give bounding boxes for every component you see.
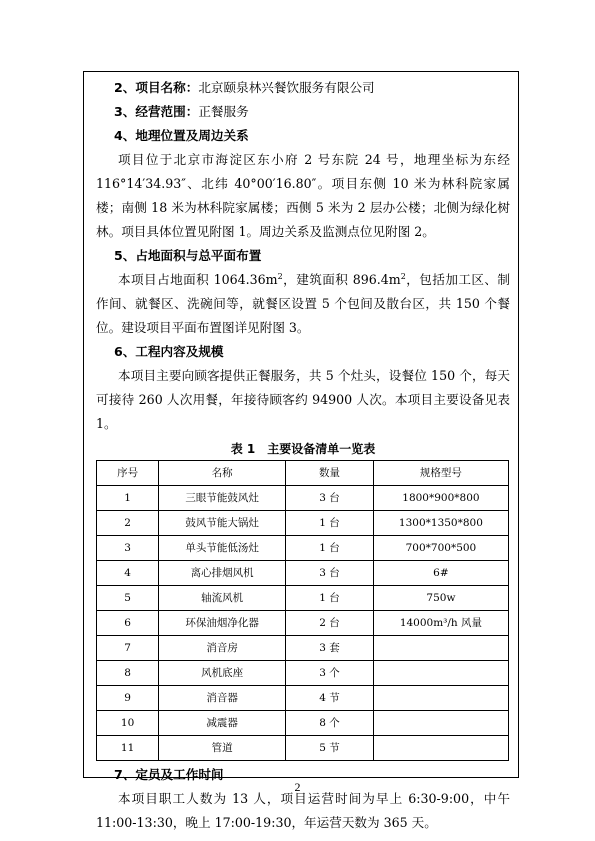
business-scope-line: [96, 100, 510, 124]
section-heading: 2、项目名称：: [114, 80, 199, 95]
table-cell: 3 套: [286, 636, 374, 661]
table-cell: [373, 736, 508, 761]
staff-paragraph: 本项目职工人数为 13 人，项目运营时间为早上 6:30-9:00，中午 11:00-13:30，晚上 17:00-19:30，年运营天数为 365 天。: [96, 791, 510, 830]
table-cell: 离心排烟风机: [159, 561, 286, 586]
table-row: [97, 486, 509, 511]
location-paragraph: 项目位于北京市海淀区东小府 2 号东院 24 号，地理坐标为东经116°14′34.93″、北纬 40°00′16.80″。项目东侧 10 米为林科院家属楼；南侧 18 米为林科院家属楼；西侧 5 米为 2 层办公楼；北侧为绿化树林。项目具体位置见附图 1。周边关系及监测点位见附图 2。: [96, 152, 510, 239]
table-row: [97, 736, 509, 761]
table-cell: 3 台: [286, 486, 374, 511]
table-cell: 4 节: [286, 686, 374, 711]
table-row: [97, 686, 509, 711]
section-heading-text: 6、工程内容及规模: [114, 344, 224, 359]
area-paragraph: [96, 268, 510, 340]
col-header: 序号: [97, 461, 159, 486]
table-row: [97, 561, 509, 586]
section-heading-text: 4、地理位置及周边关系: [114, 128, 249, 143]
table-cell: 轴流风机: [159, 586, 286, 611]
table-row: [97, 511, 509, 536]
table-cell: 2 台: [286, 611, 374, 636]
document-body: [96, 76, 510, 835]
project-name-line: [96, 76, 510, 100]
table-cell: 2: [97, 511, 159, 536]
equipment-table: [96, 460, 509, 761]
table-row: [97, 711, 509, 736]
table-cell: 5: [97, 586, 159, 611]
superscript-2: 2: [277, 271, 283, 281]
table-cell: 1: [97, 486, 159, 511]
table-cell: 三眼节能鼓风灶: [159, 486, 286, 511]
table-cell: 减震器: [159, 711, 286, 736]
table-cell: 3 个: [286, 661, 374, 686]
table-cell: 7: [97, 636, 159, 661]
project-name-value: 北京颐泉林兴餐饮服务有限公司: [198, 80, 375, 95]
table-cell: 8 个: [286, 711, 374, 736]
table-cell: 5 节: [286, 736, 374, 761]
page-number: 2: [294, 780, 301, 794]
section-heading: 3、经营范围：: [114, 104, 199, 119]
business-scope-value: 正餐服务: [198, 104, 249, 119]
table-caption: 表 1 主要设备清单一览表: [230, 442, 376, 456]
table-cell: 10: [97, 711, 159, 736]
table-cell: 3: [97, 536, 159, 561]
area-text-c: ，包括加工区、制作间、就餐区、洗碗间等，就餐区设置 5 个包间及散台区，共 150 个餐位。建设项目平面布置图详见附图 3。: [96, 272, 511, 335]
table-row: [97, 586, 509, 611]
table-cell: 9: [97, 686, 159, 711]
section-heading: [96, 124, 510, 148]
col-header: 名称: [159, 461, 286, 486]
table-cell: 1 台: [286, 511, 374, 536]
col-header: 数量: [286, 461, 374, 486]
section-heading: [96, 244, 510, 268]
superscript-2: 2: [400, 271, 406, 281]
table-cell: 1 台: [286, 586, 374, 611]
table-cell: 1800*900*800: [373, 486, 508, 511]
table-cell: 环保油烟净化器: [159, 611, 286, 636]
table-cell: 8: [97, 661, 159, 686]
table-header-row: [97, 461, 509, 486]
table-cell: 4: [97, 561, 159, 586]
table-cell: 1300*1350*800: [373, 511, 508, 536]
table-cell: 消音器: [159, 686, 286, 711]
table-cell: 6#: [373, 561, 508, 586]
col-header: 规格型号: [373, 461, 508, 486]
section-heading: [96, 340, 510, 364]
table-cell: [373, 711, 508, 736]
scale-paragraph: 本项目主要向顾客提供正餐服务，共 5 个灶头，设餐位 150 个，每天可接待 260 人次用餐，年接待顾客约 94900 人次。本项目主要设备见表 1。: [96, 368, 510, 431]
table-row: [97, 661, 509, 686]
table-cell: 750w: [373, 586, 508, 611]
table-cell: 风机底座: [159, 661, 286, 686]
table-cell: 消音房: [159, 636, 286, 661]
table-cell: 3 台: [286, 561, 374, 586]
table-row: [97, 611, 509, 636]
table-cell: [373, 686, 508, 711]
table-cell: 14000m³/h 风量: [373, 611, 508, 636]
section-heading-text: 5、占地面积与总平面布置: [114, 248, 262, 263]
table-cell: [373, 636, 508, 661]
table-cell: 1 台: [286, 536, 374, 561]
table-cell: 单头节能低汤灶: [159, 536, 286, 561]
table-cell: 6: [97, 611, 159, 636]
table-cell: [373, 661, 508, 686]
table-cell: 700*700*500: [373, 536, 508, 561]
table-cell: 11: [97, 736, 159, 761]
area-text-b: ，建筑面积 896.4m: [282, 272, 401, 287]
table-cell: 鼓风节能大锅灶: [159, 511, 286, 536]
table-row: [97, 636, 509, 661]
area-text-a: 本项目占地面积 1064.36m: [118, 272, 278, 287]
table-row: [97, 536, 509, 561]
section-heading-text: 7、定员及工作时间: [114, 767, 224, 782]
table-cell: 管道: [159, 736, 286, 761]
